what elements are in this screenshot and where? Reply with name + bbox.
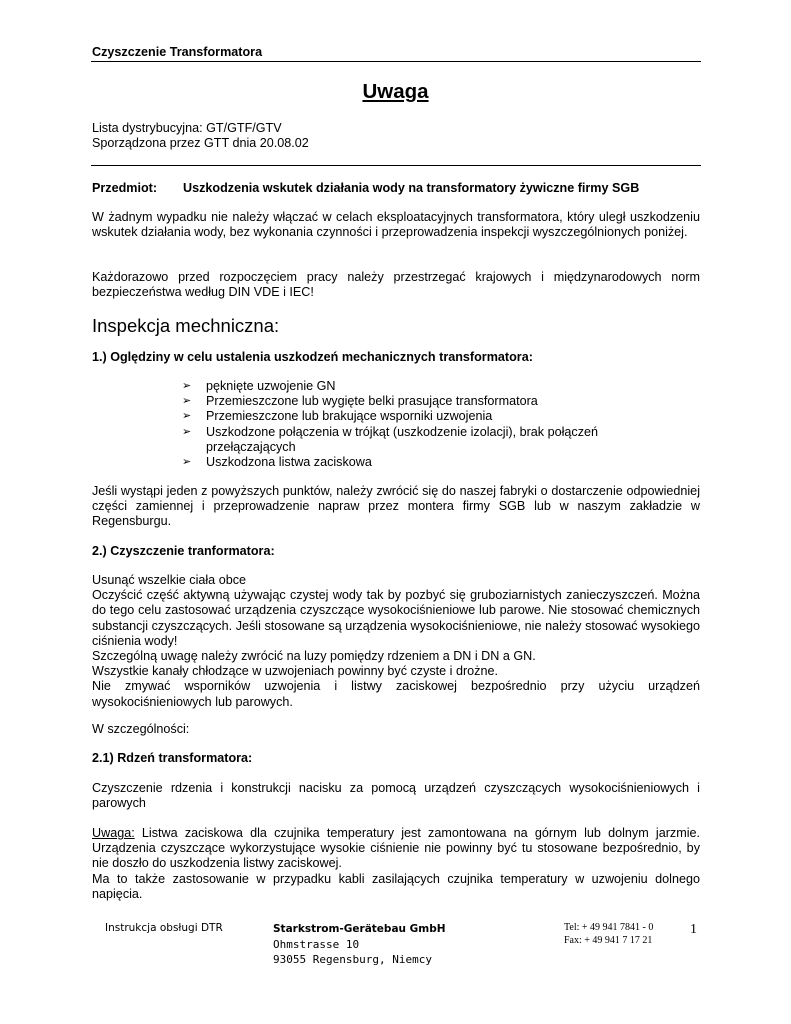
subsection-2-1-title: 2.1) Rdzeń transformatora: bbox=[92, 751, 253, 765]
arrow-bullet-icon: ➢ bbox=[182, 410, 192, 423]
warning-note bbox=[92, 826, 700, 902]
subsection-1-title: 1.) Oględziny w celu ustalenia uszkodzeń mechanicznych transformatora: bbox=[92, 350, 533, 364]
phone-number: Tel: + 49 941 7841 - 0 bbox=[564, 922, 654, 933]
subsection-2-body bbox=[92, 573, 700, 710]
warning-label: Uwaga: bbox=[92, 826, 135, 840]
header-divider bbox=[91, 61, 701, 62]
list-item-text: Uszkodzona listwa zaciskowa bbox=[206, 455, 372, 470]
footer-company-address bbox=[273, 922, 446, 967]
arrow-bullet-icon: ➢ bbox=[182, 380, 192, 392]
list-item bbox=[182, 455, 676, 470]
subsection-2-title: 2.) Czyszczenie tranformatora: bbox=[92, 544, 275, 558]
intro-paragraph-2: Każdorazowo przed rozpoczęciem pracy należy przestrzegać krajowych i międzynarodowych norm bezpieczeństwa według DIN VDE i IEC! bbox=[92, 270, 700, 300]
section-divider bbox=[91, 165, 701, 166]
fax-number: Fax: + 49 941 7 17 21 bbox=[564, 934, 653, 946]
warning-note-paragraph-2: Ma to także zastosowanie w przypadku kabli zasilających czujnika temperatury w uzwojeniu dolnego napięcia. bbox=[92, 871, 700, 901]
footer-manual-label: Instrukcja obsługi DTR bbox=[105, 922, 223, 934]
company-city: 93055 Regensburg, Niemcy bbox=[273, 953, 432, 966]
cleaning-step: Nie zmywać wsporników uzwojenia i listwy zaciskowej bezpośrednio przy użyciu urządzeń wysokociśnieniowych lub parowych. bbox=[92, 679, 700, 709]
list-item bbox=[182, 379, 676, 394]
subject-text: Uszkodzenia wskutek działania wody na transformatory żywiczne firmy SGB bbox=[183, 181, 640, 195]
cleaning-step: Wszystkie kanały chłodzące w uzwojeniach powinny być czyste i drożne. bbox=[92, 664, 498, 679]
document-header-title: Czyszczenie Transformatora bbox=[92, 45, 263, 59]
footer-contact bbox=[564, 922, 653, 947]
cleaning-step: Oczyścić część aktywną używając czystej wody tak by pozbyć się gruboziarnistych zanieczyszczeń. Można do tego celu zastosować urządzenia czyszczące wysokociśnieniowe lub parowe. Nie stosować chemicznych substancji czyszczących. Jeśli stosowane są urządzenia wysokociśnieniowe, nie należy stosować wysokiego ciśnienia wody! bbox=[92, 588, 700, 648]
warning-text: Listwa zaciskowa dla czujnika temperatury jest zamontowana na górnym lub dolnym jarzmie. Urządzenia czyszczące wykorzystujące wysokie ciśnienie nie powinny być tu stosowane bezpośrednio, by nie doszło do uszkodzenia listwy zaciskowej. bbox=[92, 826, 700, 871]
page-title: Uwaga bbox=[362, 80, 429, 103]
distribution-list: Lista dystrybucyjna: GT/GTF/GTV bbox=[92, 121, 282, 135]
arrow-bullet-icon: ➢ bbox=[182, 456, 192, 469]
subsection-2-1-paragraph: Czyszczenie rdzenia i konstrukcji nacisku za pomocą urządzeń czyszczących wysokociśnieniowych i parowych bbox=[92, 781, 700, 811]
warning-note-paragraph bbox=[92, 826, 700, 872]
page-number: 1 bbox=[690, 922, 697, 937]
list-item-text: Przemieszczone lub brakujące wsporniki uzwojenia bbox=[206, 409, 493, 424]
list-item bbox=[182, 409, 676, 424]
list-item-text: pęknięte uzwojenie GN bbox=[206, 379, 336, 393]
company-street: Ohmstrasse 10 bbox=[273, 938, 360, 951]
arrow-bullet-icon: ➢ bbox=[182, 395, 192, 408]
intro-paragraph-1: W żadnym wypadku nie należy włączać w celach eksploatacyjnych transformatora, który uległ uszkodzeniu wskutek działania wody, bez wykonania czynności i przeprowadzenia inspekcji wyszczególnionych poniżej. bbox=[92, 210, 700, 240]
company-name: Starkstrom-Gerätebau GmbH bbox=[273, 923, 446, 935]
in-particular-label: W szczególności: bbox=[92, 722, 190, 736]
list-item bbox=[182, 394, 676, 409]
damage-checklist bbox=[182, 379, 676, 470]
list-item-text: Przemieszczone lub wygięte belki prasujące transformatora bbox=[206, 394, 538, 409]
cleaning-step: Usunąć wszelkie ciała obce bbox=[92, 573, 246, 587]
list-item-text: Uszkodzone połączenia w trójkąt (uszkodzenie izolacji), brak połączeń przełączających bbox=[206, 424, 598, 454]
prepared-by: Sporządzona przez GTT dnia 20.08.02 bbox=[92, 136, 309, 150]
cleaning-step: Szczególną uwagę należy zwrócić na luzy pomiędzy rdzeniem a DN i DN a GN. bbox=[92, 649, 536, 664]
list-item bbox=[182, 425, 676, 455]
arrow-bullet-icon: ➢ bbox=[182, 425, 192, 438]
section-heading: Inspekcja mechniczna: bbox=[92, 315, 280, 336]
subject-label: Przedmiot: bbox=[92, 181, 158, 195]
subsection-1-note: Jeśli wystąpi jeden z powyższych punktów, należy zwrócić się do naszej fabryki o dostarczenie odpowiedniej części zamiennej i przeprowadzenie napraw przez montera firmy SGB lub w naszym zakładzie w Regensburgu. bbox=[92, 484, 700, 529]
